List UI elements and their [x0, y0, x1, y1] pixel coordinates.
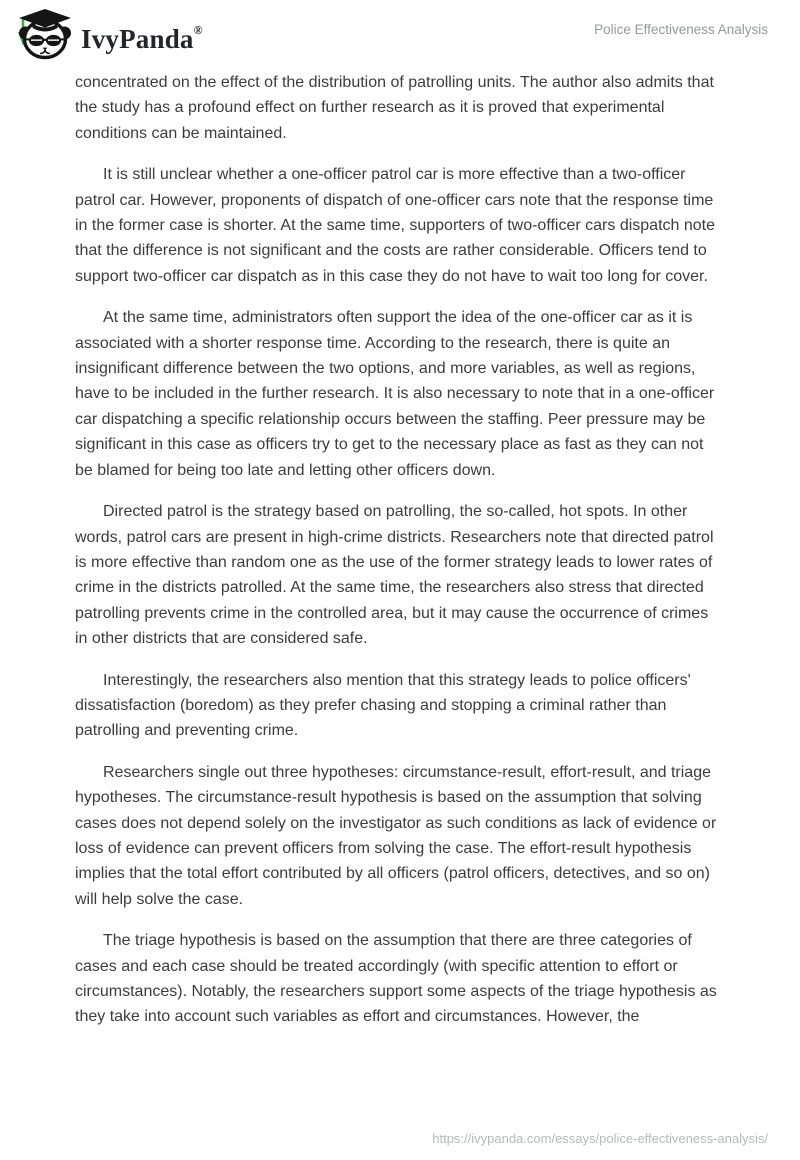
panda-graduation-cap-logo-icon — [14, 7, 72, 61]
essay-paragraph: concentrated on the effect of the distribution of patrolling units. The author also admits that the study has a profound effect on further research as it is proved that experimental conditions can be maintained. — [75, 74, 714, 142]
essay-paragraph: At the same time, administrators often support the idea of the one-officer car as it is associated with a shorter response time. According to the research, there is quite an insignificant difference between the two options, and more variables, as well as regions, have to be included in the further research. It is also necessary to note that in a one-officer car dispatching a specific relationship occurs between the staffing. Peer pressure may be significant in this case as officers try to get to the necessary place as fast as they can not be blamed for being too late and letting other officers down. — [75, 309, 715, 479]
essay-paragraph: The triage hypothesis is based on the assumption that there are three categories of cases and each case should be treated accordingly (with specific attention to effort or circumstances). Notably, the researchers support some aspects of the triage hypothesis as they take into account such variables as effort and circumstances. However, the — [75, 932, 717, 1026]
source-url-link[interactable]: https://ivypanda.com/essays/police-effectiveness-analysis/ — [432, 1131, 768, 1146]
brand-name-text: IvyPanda — [81, 23, 194, 54]
brand-name — [81, 16, 203, 53]
essay-paragraph: It is still unclear whether a one-officer patrol car is more effective than a two-officer patrol car. However, proponents of dispatch of one-officer cars note that the response time in the former case is shorter. At the same time, supporters of two-officer cars dispatch note that the difference is not significant and the costs are rather considerable. Officers tend to support two-officer car dispatch as in this case they do not have to wait too long for cover. — [75, 166, 715, 285]
page-header — [0, 0, 800, 60]
essay-paragraph: Researchers single out three hypotheses: circumstance-result, effort-result, and triage hypotheses. The circumstance-result hypothesis is based on the assumption that solving cases does not depend solely on the investigator as such conditions as lack of evidence or loss of evidence can prevent officers from solving the case. The effort-result hypothesis implies that the total effort contributed by all officers (patrol officers, detectives, and so on) will help solve the case. — [75, 763, 717, 908]
registered-trademark-mark: ® — [193, 22, 203, 37]
essay-body — [75, 70, 723, 1046]
essay-paragraph: Directed patrol is the strategy based on patrolling, the so-called, hot spots. In other words, patrol cars are present in high-crime districts. Researchers note that directed patrol is more effective than random one as the use of the former strategy leads to lower rates of crime in the districts patrolled. At the same time, the researchers also stress that directed patrolling prevents crime in the controlled area, but it may cause the occurrence of crimes in other districts that are considered safe. — [75, 503, 714, 648]
essay-paragraph: Interestingly, the researchers also mention that this strategy leads to police officers' dissatisfaction (boredom) as they prefer chasing and stopping a criminal rather than patrolling and preventing crime. — [75, 671, 691, 740]
ivypanda-brand — [14, 7, 203, 61]
document-title: Police Effectiveness Analysis — [594, 22, 768, 37]
